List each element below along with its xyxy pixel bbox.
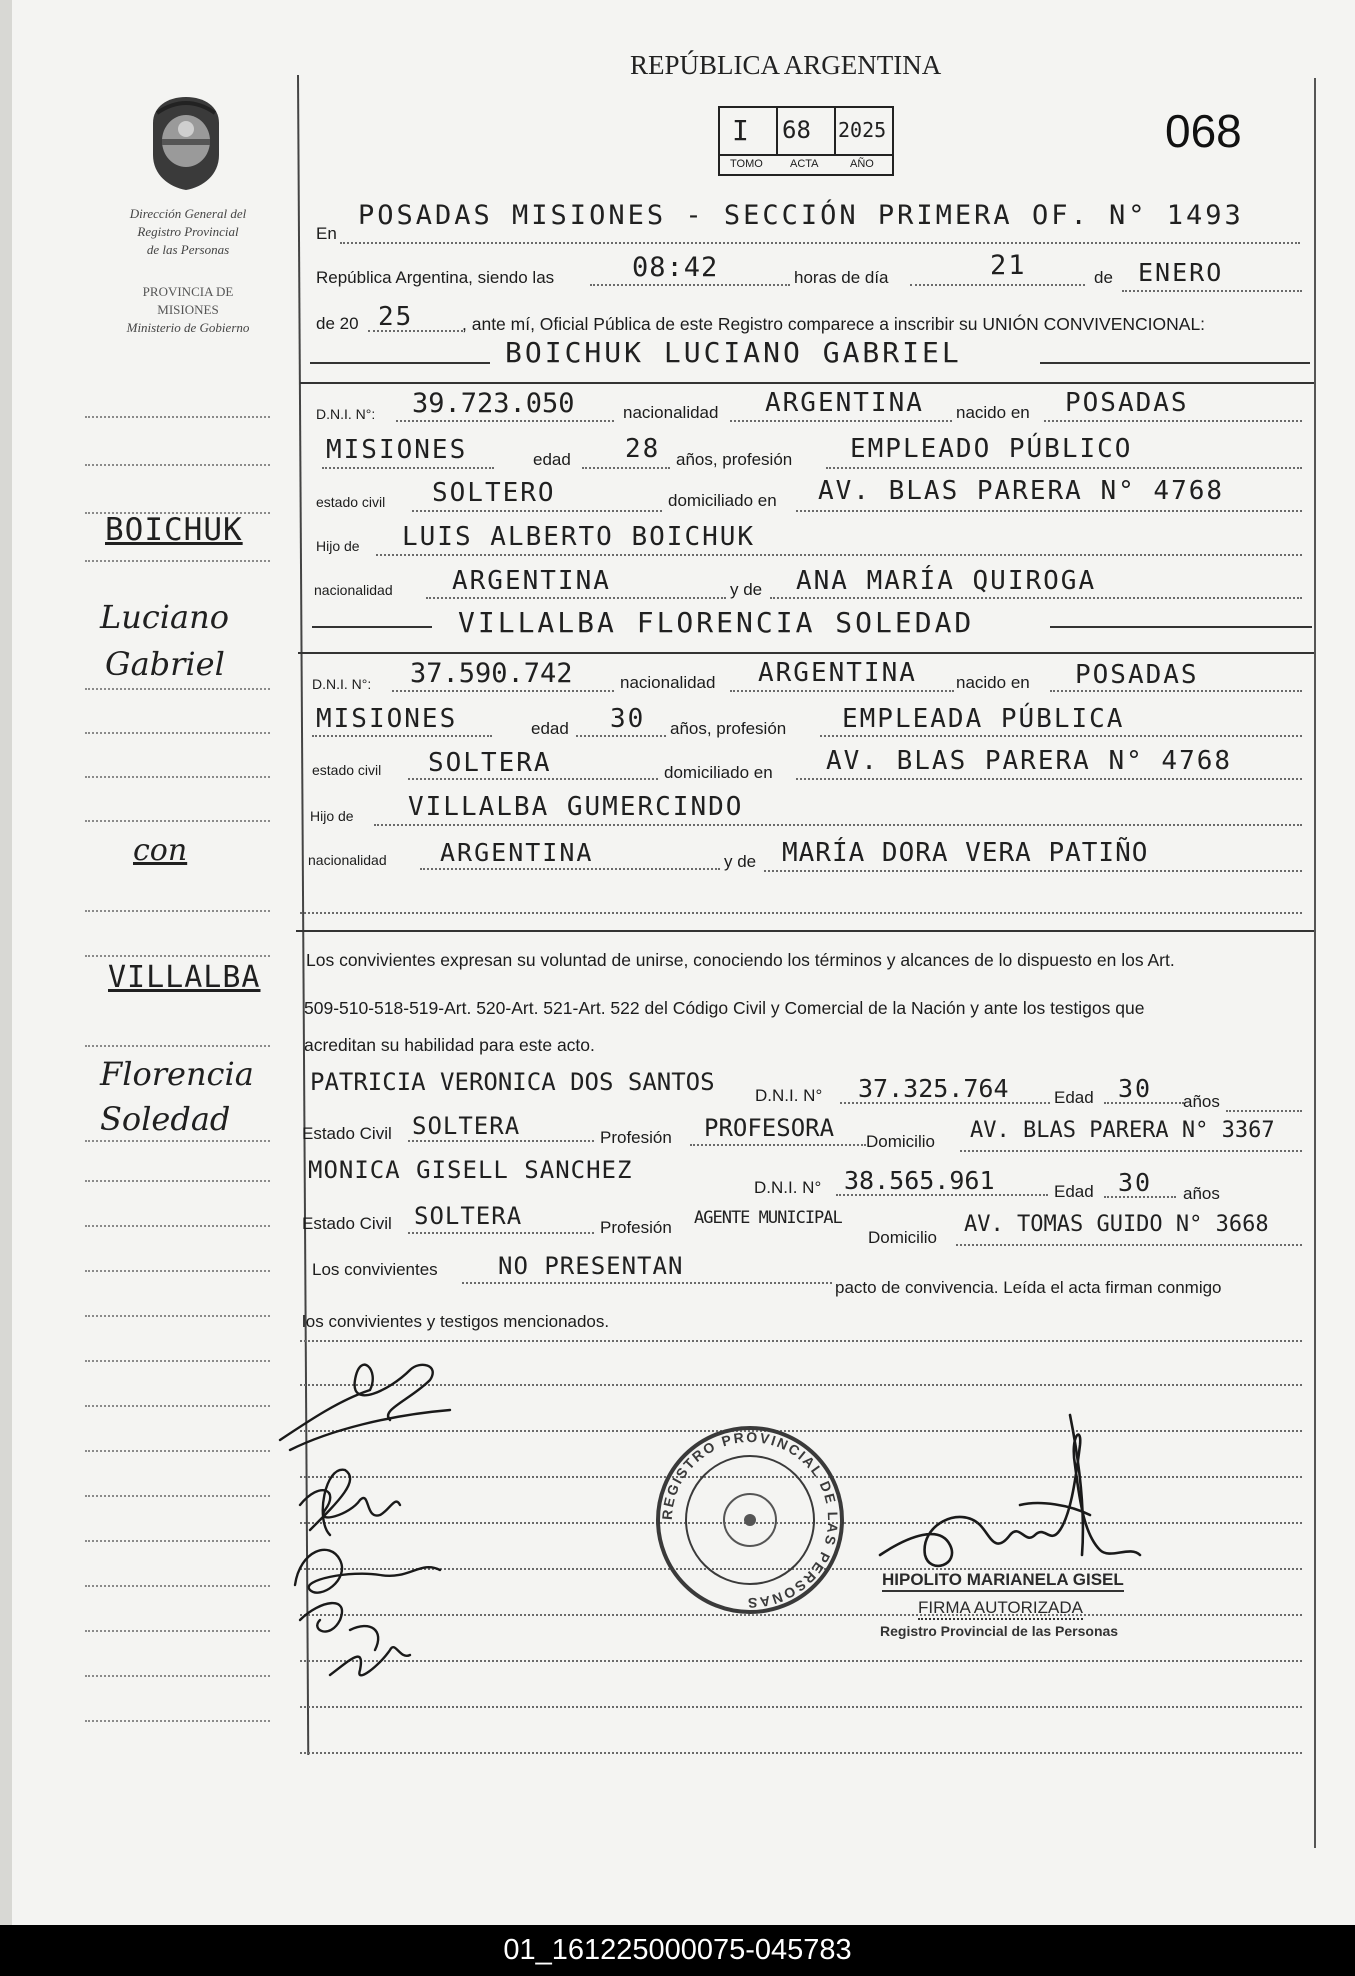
margin-line xyxy=(85,1225,270,1227)
margin-note-first-name: Luciano xyxy=(100,598,229,636)
p1-dni: 39.723.050 xyxy=(412,388,575,419)
margin-line xyxy=(85,1630,270,1632)
w1-estado-label: Estado Civil xyxy=(302,1124,392,1143)
declaration-line3: acreditan su habilidad para este acto. xyxy=(304,1035,595,1055)
dotted-line xyxy=(408,1140,594,1142)
margin-ministry: Ministerio de Gobierno xyxy=(126,320,250,335)
margin-line xyxy=(85,1585,270,1587)
de-label: de xyxy=(1094,268,1113,287)
tomo-acta-anio-box xyxy=(718,106,894,176)
p2-nacido-label: nacido en xyxy=(956,673,1030,692)
p2-father-nat: ARGENTINA xyxy=(440,838,594,867)
margin-note-first-name2: Florencia xyxy=(100,1055,254,1093)
p1-father-nat: ARGENTINA xyxy=(452,566,611,596)
p1-nac-label: nacionalidad xyxy=(623,403,719,422)
section-divider xyxy=(300,382,1314,384)
margin-line xyxy=(85,1540,270,1542)
dotted-line xyxy=(730,690,954,692)
dotted-line xyxy=(764,870,1302,872)
p2-dni: 37.590.742 xyxy=(410,658,573,689)
margin-line xyxy=(85,1495,270,1497)
margin-line xyxy=(85,1270,270,1272)
signature-line xyxy=(300,1752,1302,1754)
w2-dom-label: Domicilio xyxy=(868,1228,937,1247)
dotted-line xyxy=(796,778,1302,780)
dotted-line xyxy=(392,690,614,692)
p1-profession: EMPLEADO PÚBLICO xyxy=(850,434,1133,464)
margin-line xyxy=(85,1180,270,1182)
w1-dni-label: D.N.I. N° xyxy=(755,1086,823,1105)
dotted-line xyxy=(426,597,726,599)
dotted-line xyxy=(582,467,670,469)
dotted-line xyxy=(368,330,463,332)
margin-note-middle-name: Gabriel xyxy=(105,645,225,683)
dotted-line xyxy=(840,1102,1050,1104)
intro-text: , ante mí, Oficial Pública de este Registro comparece a inscribir su UNIÓN CONVIVENCIONAL: xyxy=(462,314,1206,334)
dotted-line xyxy=(1044,420,1302,422)
p2-birthplace2: MISIONES xyxy=(316,704,458,734)
acta-value: 68 xyxy=(782,116,811,144)
p1-civil: SOLTERO xyxy=(432,478,556,508)
w2-estado-label: Estado Civil xyxy=(302,1214,392,1233)
closing-conv-label: Los convivientes xyxy=(312,1260,438,1279)
month-value: ENERO xyxy=(1138,258,1224,287)
official-registry: Registro Provincial de las Personas xyxy=(880,1623,1119,1639)
section-divider xyxy=(298,652,1314,654)
dotted-line xyxy=(590,284,790,286)
w2-dni: 38.565.961 xyxy=(844,1166,995,1195)
dotted-line xyxy=(376,554,1302,556)
p2-nationality: ARGENTINA xyxy=(758,658,917,688)
dotted-line xyxy=(322,467,494,469)
footer-bar xyxy=(0,1925,1355,1976)
p2-nac-label: nacionalidad xyxy=(620,673,716,692)
official-seal xyxy=(650,1420,850,1620)
registry-place: POSADAS MISIONES - SECCIÓN PRIMERA OF. N° 1493 xyxy=(358,200,1244,231)
margin-line xyxy=(85,1045,270,1047)
margin-line xyxy=(85,1405,270,1407)
signature-scribbles xyxy=(270,1330,480,1700)
p1-estado-label: estado civil xyxy=(316,494,386,510)
w1-name: PATRICIA VERONICA DOS SANTOS xyxy=(310,1068,715,1096)
dotted-line xyxy=(1122,290,1302,292)
margin-line xyxy=(85,1450,270,1452)
closing-pact-text: pacto de convivencia. Leída el acta firman conmigo xyxy=(835,1278,1222,1297)
w2-edad-label: Edad xyxy=(1054,1182,1094,1201)
p1-edad-label: edad xyxy=(533,450,571,469)
en-label: En xyxy=(316,224,337,243)
dotted-line xyxy=(826,467,1302,469)
dotted-line xyxy=(312,735,492,737)
signature-line xyxy=(300,1706,1302,1708)
p1-address: AV. BLAS PARERA N° 4768 xyxy=(818,476,1225,506)
official-signature xyxy=(870,1405,1160,1580)
p2-edad-label: edad xyxy=(531,719,569,738)
margin-note-surname2: VILLALBA xyxy=(108,960,261,995)
margin-line xyxy=(85,1315,270,1317)
margin-note-middle-name2: Soledad xyxy=(100,1100,231,1138)
w1-address: AV. BLAS PARERA N° 3367 xyxy=(970,1118,1275,1143)
margin-line xyxy=(85,910,270,912)
dotted-line xyxy=(300,912,1302,914)
p1-yde-label: y de xyxy=(730,580,763,599)
tomo-label: TOMO xyxy=(730,158,763,170)
year-value: 25 xyxy=(378,302,414,332)
dotted-line xyxy=(374,824,1302,826)
declaration-line2: 509-510-518-519-Art. 520-Art. 521-Art. 522 del Código Civil y Comercial de la Nación y ante los testigos que xyxy=(304,998,1145,1018)
margin-prov-line1: PROVINCIA DE xyxy=(142,284,234,299)
coat-of-arms-emblem xyxy=(145,93,227,193)
w2-name: MONICA GISELL SANCHEZ xyxy=(308,1156,633,1184)
anio-label: AÑO xyxy=(850,158,874,170)
p2-estado-label: estado civil xyxy=(312,762,382,778)
w2-address: AV. TOMAS GUIDO N° 3668 xyxy=(964,1212,1269,1237)
p2-mother: MARÍA DORA VERA PATIÑO xyxy=(782,838,1149,868)
dotted-line xyxy=(396,420,614,422)
w1-profession: PROFESORA xyxy=(704,1114,835,1142)
dotted-line xyxy=(910,284,1085,286)
w2-dni-label: D.N.I. N° xyxy=(754,1178,822,1197)
official-name: HIPOLITO MARIANELA GISEL xyxy=(882,1570,1124,1592)
official-title: FIRMA AUTORIZADA xyxy=(918,1598,1083,1620)
p2-yde-label: y de xyxy=(724,852,757,871)
tomo-value: I xyxy=(732,114,751,147)
w1-civil: SOLTERA xyxy=(412,1112,521,1140)
dotted-line xyxy=(960,1150,1302,1152)
dotted-line xyxy=(1050,690,1302,692)
dotted-line xyxy=(730,420,952,422)
margin-org-line3: de las Personas xyxy=(146,242,230,257)
margin-line xyxy=(85,688,270,690)
margin-line xyxy=(85,1675,270,1677)
section-divider xyxy=(296,930,1314,932)
horas-label: horas de día xyxy=(794,268,889,287)
p2-nac2-label: nacionalidad xyxy=(308,852,387,868)
p1-prof-label: años, profesión xyxy=(676,450,793,469)
hour-value: 08:42 xyxy=(632,252,719,283)
dotted-line xyxy=(836,1194,1048,1196)
dotted-line xyxy=(1226,1110,1302,1112)
p2-dni-label: D.N.I. N°: xyxy=(312,676,372,692)
document-id: 01_161225000075-045783 xyxy=(503,1934,852,1966)
person1-name: BOICHUK LUCIANO GABRIEL xyxy=(505,336,962,369)
p1-hijo-label: Hijo de xyxy=(316,538,360,554)
p1-dom-label: domiciliado en xyxy=(668,491,777,510)
dotted-line xyxy=(770,597,1302,599)
margin-org-line2: Registro Provincial xyxy=(137,224,239,239)
margin-line xyxy=(85,955,270,957)
p2-age: 30 xyxy=(610,704,646,734)
name-underline xyxy=(1050,626,1312,628)
w1-dom-label: Domicilio xyxy=(866,1132,935,1151)
acta-label: ACTA xyxy=(790,158,819,170)
dotted-line xyxy=(796,510,1302,512)
p2-prof-label: años, profesión xyxy=(670,719,787,738)
name-underline xyxy=(1040,362,1310,364)
margin-line xyxy=(85,820,270,822)
w1-edad-label: Edad xyxy=(1054,1088,1094,1107)
margin-line xyxy=(85,1360,270,1362)
dotted-line xyxy=(956,1244,1302,1246)
dotted-line xyxy=(412,510,662,512)
republica-label: República Argentina, siendo las xyxy=(316,268,555,287)
margin-line xyxy=(85,560,270,562)
page-edge xyxy=(0,0,12,1925)
anio-value: 2025 xyxy=(838,118,887,142)
p1-nac2-label: nacionalidad xyxy=(314,582,393,598)
margin-line xyxy=(85,464,270,466)
name-underline xyxy=(310,362,490,364)
dotted-line xyxy=(462,1282,832,1284)
dotted-line xyxy=(340,242,1300,244)
de20-label: de 20 xyxy=(316,314,359,333)
p2-birthplace1: POSADAS xyxy=(1075,660,1199,690)
w1-age: 30 xyxy=(1118,1074,1153,1103)
p1-nationality: ARGENTINA xyxy=(765,388,924,418)
seal-text: REGISTRO PROVINCIAL DE LAS PERSONAS xyxy=(658,1428,842,1612)
w1-anos-label: años xyxy=(1183,1092,1220,1111)
dotted-line xyxy=(820,735,1302,737)
margin-line xyxy=(85,732,270,734)
p1-mother: ANA MARÍA QUIROGA xyxy=(796,566,1097,596)
p1-dni-label: D.N.I. N°: xyxy=(316,406,376,422)
dotted-line xyxy=(1104,1102,1184,1104)
margin-line xyxy=(85,1720,270,1722)
day-value: 21 xyxy=(990,250,1027,281)
dotted-line xyxy=(408,778,658,780)
dotted-line xyxy=(690,1144,866,1146)
w1-prof-label: Profesión xyxy=(600,1128,672,1147)
p2-hijo-label: Hijo de xyxy=(310,808,354,824)
margin-line xyxy=(85,1140,270,1142)
margin-line xyxy=(85,776,270,778)
dotted-line xyxy=(408,1232,594,1234)
margin-org-line1: Dirección General del xyxy=(129,206,247,221)
declaration-line1: Los convivientes expresan su voluntad de unirse, conociendo los términos y alcances de lo dispuesto en los Art. xyxy=(306,950,1175,970)
p1-birthplace2: MISIONES xyxy=(326,435,468,465)
name-underline xyxy=(312,626,432,628)
w2-civil: SOLTERA xyxy=(414,1202,523,1230)
p2-address: AV. BLAS PARERA N° 4768 xyxy=(826,746,1233,776)
w1-dni: 37.325.764 xyxy=(858,1074,1009,1103)
margin-line xyxy=(85,416,270,418)
margin-note-con: con xyxy=(133,833,188,868)
right-rule xyxy=(1314,78,1316,1848)
w2-prof-label: Profesión xyxy=(600,1218,672,1237)
p1-nacido-label: nacido en xyxy=(956,403,1030,422)
act-number: 068 xyxy=(1165,105,1242,157)
document-title: REPÚBLICA ARGENTINA xyxy=(630,50,942,80)
margin-prov-line2: MISIONES xyxy=(157,302,219,317)
p2-father: VILLALBA GUMERCINDO xyxy=(408,792,744,822)
p1-birthplace1: POSADAS xyxy=(1065,388,1189,418)
margin-note-surname: BOICHUK xyxy=(105,512,243,548)
closing-line2: los convivientes y testigos mencionados. xyxy=(302,1312,610,1331)
p1-age: 28 xyxy=(625,434,661,464)
closing-pact-value: NO PRESENTAN xyxy=(498,1252,684,1280)
p2-dom-label: domiciliado en xyxy=(664,763,773,782)
person2-name: VILLALBA FLORENCIA SOLEDAD xyxy=(458,606,975,639)
p1-father: LUIS ALBERTO BOICHUK xyxy=(402,522,756,552)
w2-anos-label: años xyxy=(1183,1184,1220,1203)
p2-civil: SOLTERA xyxy=(428,748,552,778)
dotted-line xyxy=(1104,1196,1176,1198)
dotted-line xyxy=(420,868,720,870)
w2-age: 30 xyxy=(1118,1168,1153,1197)
p2-profession: EMPLEADA PÚBLICA xyxy=(842,704,1125,734)
w2-profession: AGENTE MUNICIPAL xyxy=(694,1208,842,1228)
dotted-line xyxy=(576,735,666,737)
